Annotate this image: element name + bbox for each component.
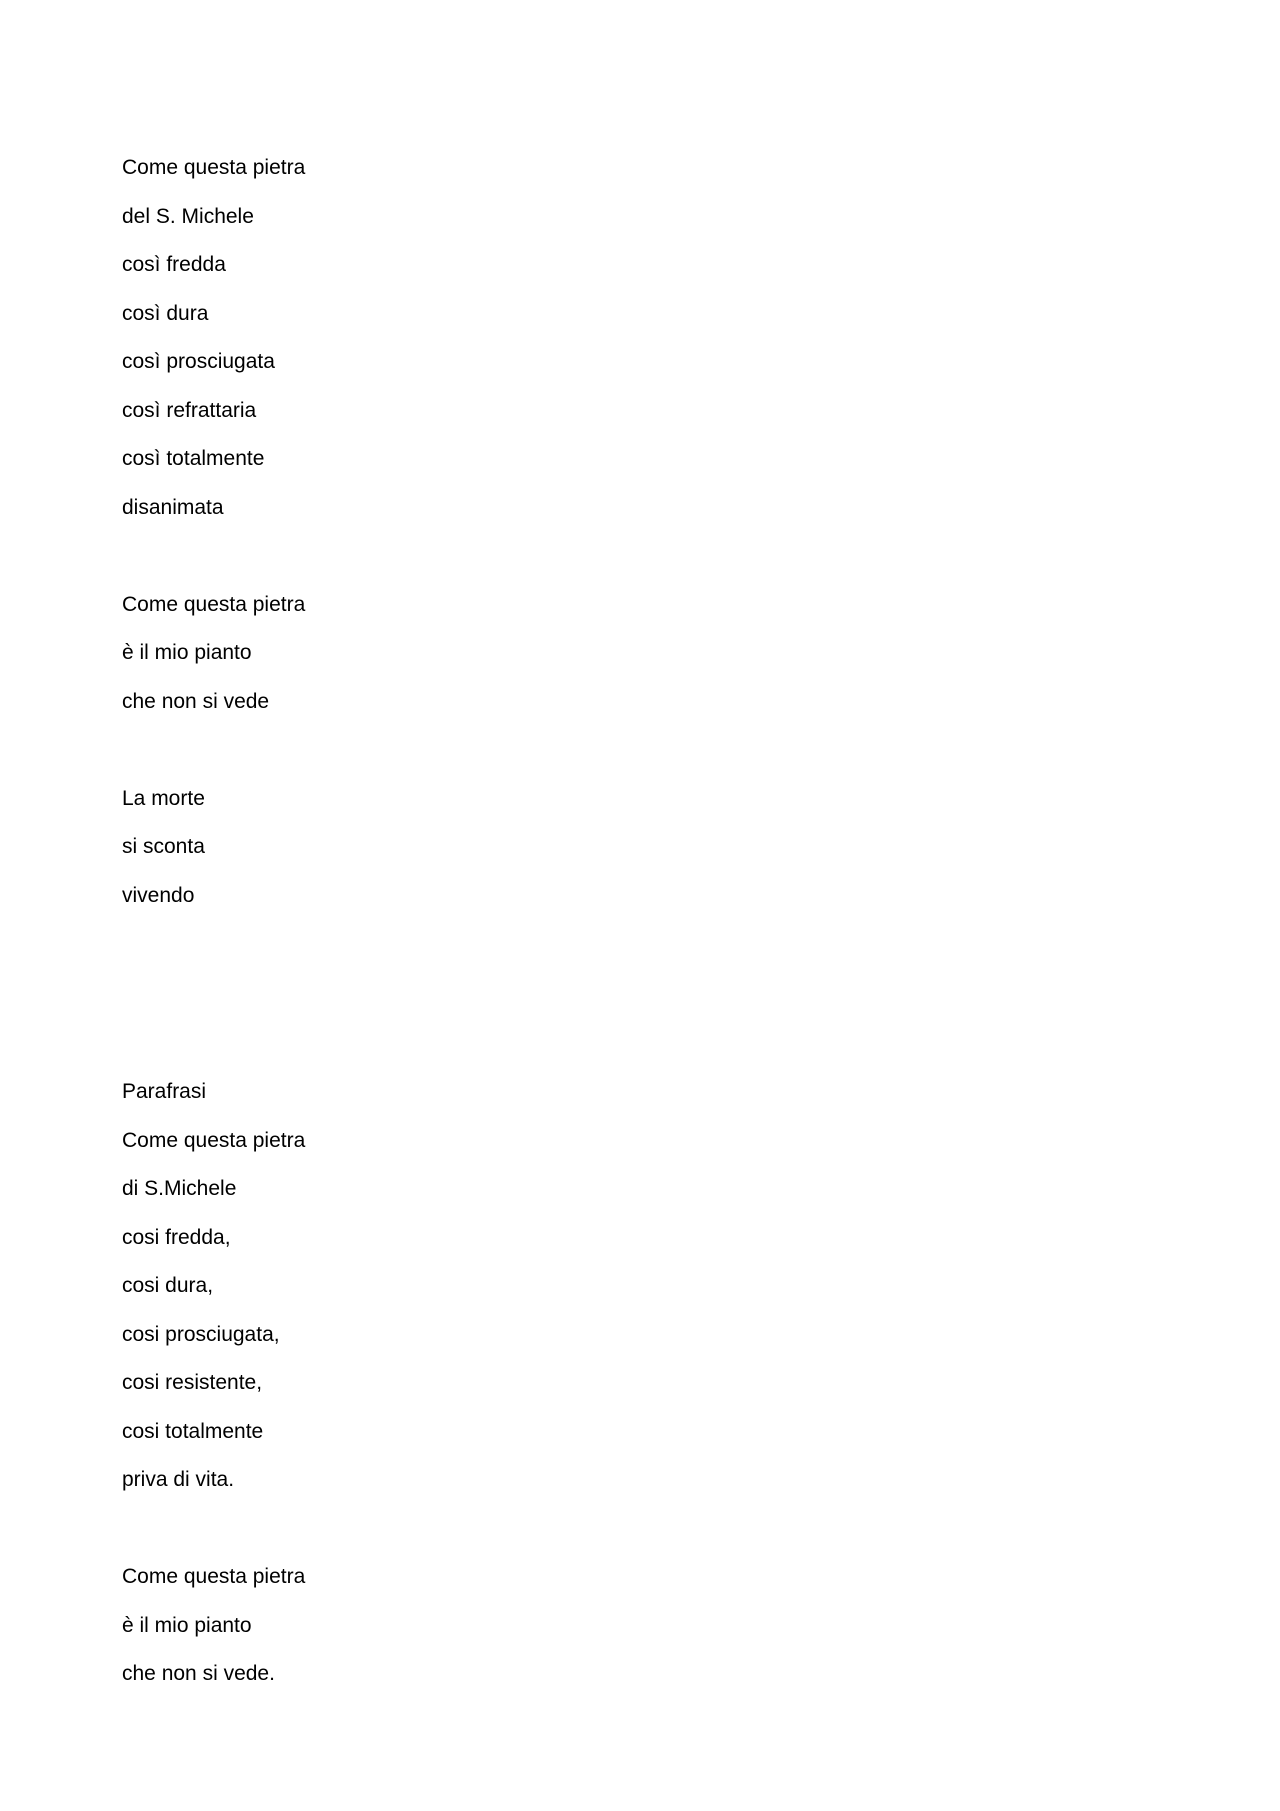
poem-stanza-3 [122,775,305,921]
poem-line: del S. Michele [122,204,254,228]
paraphrase-line: che non si vede. [122,1662,275,1685]
poem-line: così dura [122,301,209,325]
stanza-break [122,1505,305,1554]
poem-line: che non si vede [122,689,270,713]
poem-stanza-1 [122,144,305,532]
paraphrase-line: è il mio pianto [122,1613,252,1637]
paraphrase-line: di S.Michele [122,1177,237,1200]
stanza-break [122,726,305,775]
poem-line: Come questa pietra [122,592,306,616]
poem-line: La morte [122,786,205,810]
stanza-break [122,532,305,581]
poem-line: disanimata [122,495,224,519]
poem-line: è il mio pianto [122,641,252,664]
paraphrase-line: cosi totalmente [122,1419,264,1443]
poem [122,144,305,920]
paraphrase-line: Come questa pietra [122,1565,306,1588]
paraphrase-line: cosi resistente, [122,1371,263,1394]
poem-line: si sconta [122,835,205,858]
paraphrase-line: cosi fredda, [122,1225,231,1249]
paraphrase [122,1068,305,1699]
paraphrase-heading: Parafrasi [122,1080,207,1103]
paraphrase-line: cosi prosciugata, [122,1322,280,1346]
poem-line: così refrattaria [122,398,257,422]
poem-line: così fredda [122,253,226,276]
paraphrase-line: Come questa pietra [122,1128,306,1152]
poem-line: vivendo [122,883,195,907]
paraphrase-stanza-1 [122,1117,305,1505]
poem-line: così totalmente [122,447,265,470]
paraphrase-line: priva di vita. [122,1468,235,1491]
poem-stanza-2 [122,581,305,727]
paraphrase-line: cosi dura, [122,1274,214,1297]
paraphrase-stanza-2 [122,1553,305,1699]
poem-line: così prosciugata [122,350,275,373]
poem-line: Come questa pietra [122,156,306,179]
